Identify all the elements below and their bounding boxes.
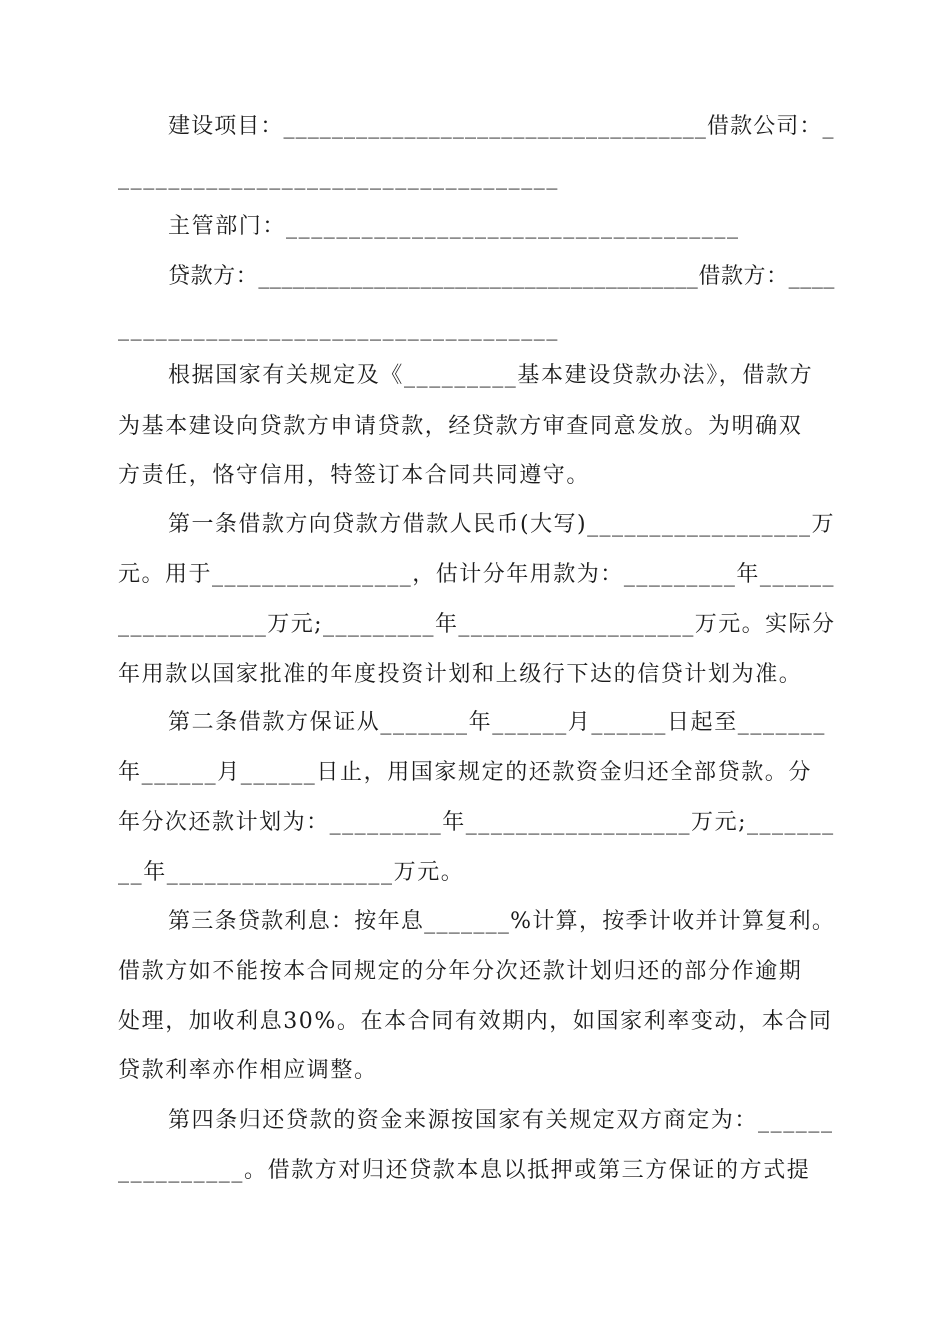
article-4-line-1: 第四条归还贷款的资金来源按国家有关规定双方商定为：______	[168, 1108, 834, 1133]
article-2-line-4: __年__________________万元。	[118, 860, 465, 885]
article-2-line-3: 年分次还款计划为：_________年__________________万元;_______	[118, 810, 835, 835]
header-department-line: 主管部门：____________________________________	[168, 214, 740, 239]
article-3-line-3: 处理，加收利息30%。在本合同有效期内，如国家利率变动，本合同	[118, 1009, 833, 1034]
article-1-line-4: 年用款以国家批准的年度投资计划和上级行下达的信贷计划为准。	[118, 662, 803, 687]
article-2-line-1: 第二条借款方保证从_______年______月______日起至_______	[168, 710, 827, 735]
article-3-line-2: 借款方如不能按本合同规定的分年分次还款计划归还的部分作逾期	[118, 959, 803, 984]
header-lender-borrower-line: 贷款方：______________________________________借款方：____	[168, 264, 835, 289]
article-1-line-3: ____________万元;_________年___________________万元。实际分	[118, 612, 836, 637]
article-4-line-2: __________。借款方对归还贷款本息以抵押或第三方保证的方式提	[118, 1158, 811, 1183]
header-project-company-line: 建设项目：___________________________________借款公司：_	[168, 114, 835, 139]
preamble-line-2: 为基本建设向贷款方申请贷款，经贷款方审查同意发放。为明确双	[118, 414, 803, 439]
article-2-line-2: 年______月______日止，用国家规定的还款资金归还全部贷款。分	[118, 760, 813, 785]
header-borrower-blank-line: ___________________________________	[118, 316, 559, 341]
header-company-blank-line: ___________________________________	[118, 165, 559, 190]
article-1-line-1: 第一条借款方向贷款方借款人民币(大写)__________________万	[168, 512, 835, 537]
preamble-line-1: 根据国家有关规定及《_________基本建设贷款办法》，借款方	[168, 363, 814, 388]
article-3-line-1: 第三条贷款利息：按年息_______%计算，按季计收并计算复利。	[168, 909, 836, 934]
article-3-line-4: 贷款利率亦作相应调整。	[118, 1058, 378, 1083]
article-1-line-2: 元。用于________________，估计分年用款为：_________年______	[118, 562, 836, 587]
preamble-line-3: 方责任，恪守信用，特签订本合同共同遵守。	[118, 463, 591, 488]
